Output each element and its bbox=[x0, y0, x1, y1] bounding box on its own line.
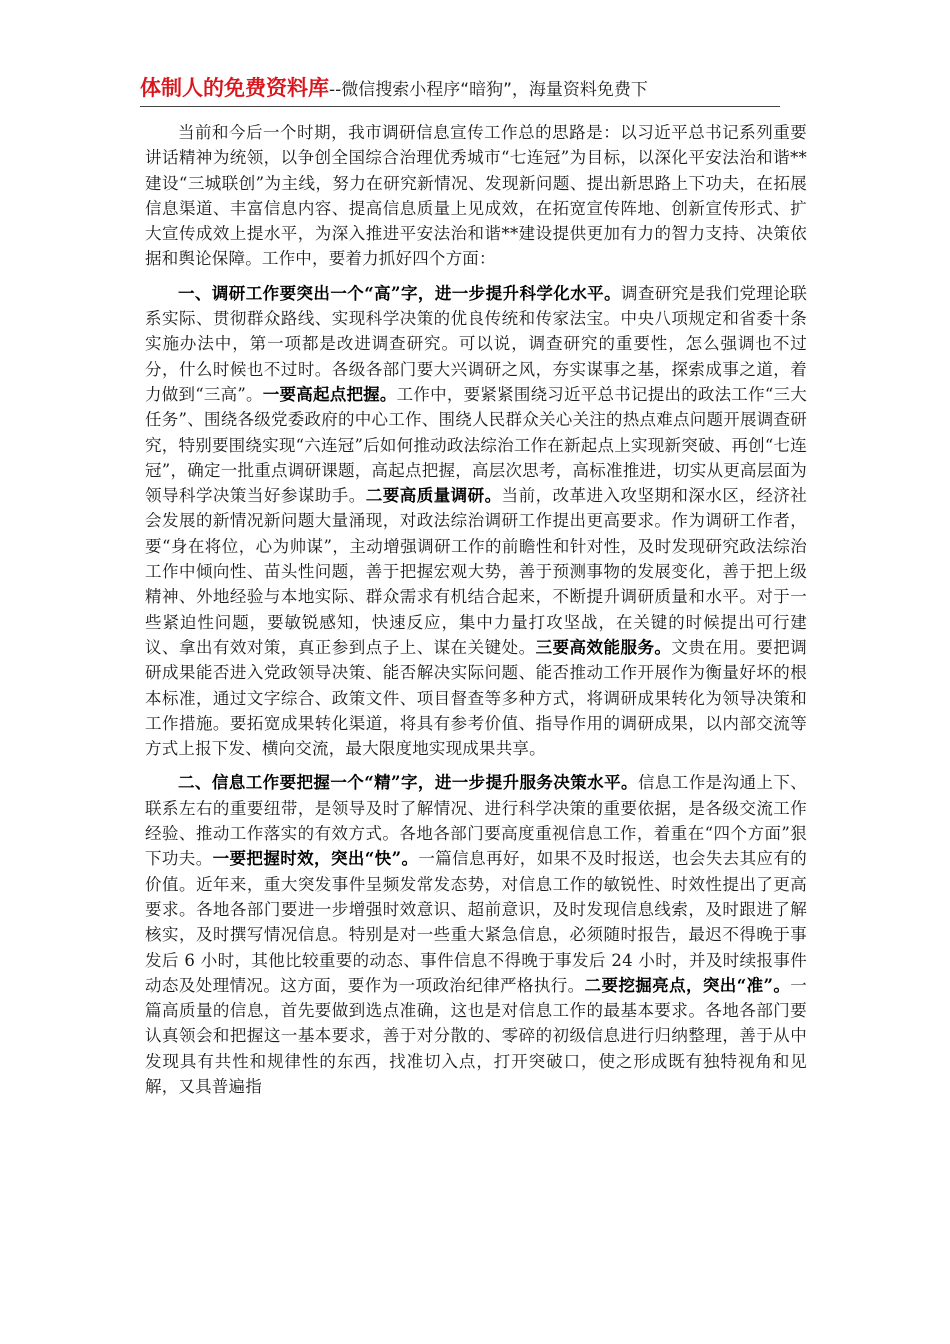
header-brand: 体制人的免费资料库 bbox=[140, 76, 329, 100]
text-run: 一篇高质量的信息，首先要做到选点准确，这也是对信息工作的最基本要求。各地各部门要认真领会和把握这一基本要求，善于对分散的、零碎的初级信息进行归纳整理，善于从中发现具有共性和规律性的东西，找准切入点，打开突破口，使之形成既有独特视角和见解，又具普遍指 bbox=[145, 975, 807, 1096]
section-heading: 一、调研工作要突出一个“高”字，进一步提升科学化水平。 bbox=[178, 283, 622, 303]
text-run: 信息工作是沟通上下、联系左右的重要纽带，是领导及时了解情况、进行科学决策的重要依据，是各级交流工作经验、推动工作落实的有效方式。各地各部门要高度重视信息工作，着重在“四个方面”狠下功夫。 bbox=[145, 773, 807, 869]
text-run: 工作中，要紧紧围绕习近平总书记提出的政法工作“三大任务”、围绕各级党委政府的中心工作、围绕人民群众关心关注的热点难点问题开展调查研究，特别要围绕实现“六连冠”后如何推动政法综治工作在新起点上实现新突破、再创“七连冠”，确定一批重点调研课题，高起点把握，高层次思考，高标准推进，切实从更高层面为领导科学决策当好参谋助手。 bbox=[145, 384, 807, 506]
text-run: 当前，改革进入攻坚期和深水区，经济社会发展的新情况新问题大量涌现，对政法综治调研工作提出更高要求。作为调研工作者，要“身在将位，心为帅谋”，主动增强调研工作的前瞻性和针对性，及时发现研究政法综治工作中倾向性、苗头性问题，善于把握宏观大势，善于预测事物的发展变化，善于把上级精神、外地经验与本地实际、群众需求有机结合起来，不断提升调研质量和水平。对于一些紧迫性问题，要敏锐感知，快速反应，集中力量打攻坚战，在关键的时候提出可行建议、拿出有效对策，真正参到点子上、谋在关键处。 bbox=[145, 486, 807, 657]
text-run: 一篇信息再好，如果不及时报送，也会失去其应有的价值。近年来，重大突发事件呈频发常发态势，对信息工作的敏锐性、时效性提出了更高要求。各地各部门要进一步增强时效意识、超前意识，及时发现信息线索，及时跟进了解核实，及时撰写情况信息。特别是对一些重大紧急信息，必须随时报告，最迟不得晚于事发后 6 小时，其他比较重要的动态、事件信息不得晚于事发后 24 小时，并及时续报事件动态及处理情况。这方面，要作为一项政治纪律严格执行。 bbox=[145, 849, 807, 995]
bold-point: 三要高效能服务。 bbox=[535, 637, 672, 657]
bold-point: 一要高起点把握。 bbox=[262, 384, 397, 404]
document-body bbox=[145, 120, 807, 1108]
page-header bbox=[140, 72, 780, 107]
paragraph-research bbox=[145, 281, 807, 762]
paragraph-information bbox=[145, 770, 807, 1099]
text-run: 当前和今后一个时期，我市调研信息宣传工作总的思路是：以习近平总书记系列重要讲话精神为统领，以争创全国综合治理优秀城市“七连冠”为目标，以深化平安法治和谐**建设“三城联创”为主线，努力在研究新情况、发现新问题、提出新思路上下功夫，在拓展信息渠道、丰富信息内容、提高信息质量上见成效，在拓宽宣传阵地、创新宣传形式、扩大宣传成效上提水平，为深入推进平安法治和谐**建设提供更加有力的智力支持、决策依据和舆论保障。工作中，要着力抓好四个方面： bbox=[145, 123, 807, 269]
text-run: 文贵在用。要把调研成果能否进入党政领导决策、能否解决实际问题、能否推动工作开展作为衡量好坏的根本标准，通过文字综合、政策文件、项目督查等多种方式，将调研成果转化为领导决策和工作措施。要拓宽成果转化渠道，将具有参考价值、指导作用的调研成果，以内部交流等方式上报下发、横向交流，最大限度地实现成果共享。 bbox=[145, 637, 807, 759]
bold-point: 二要高质量调研。 bbox=[365, 486, 502, 506]
bold-point: 一要把握时效，突出“快”。 bbox=[212, 849, 419, 869]
text-run: 调查研究是我们党理论联系实际、贯彻群众路线、实现科学决策的优良传统和传家法宝。中央八项规定和省委十条实施办法中，第一项都是改进调查研究。可以说，调查研究的重要性，怎么强调也不过分，什么时候也不过时。各级各部门要大兴调研之风，夯实谋事之基，探索成事之道，着力做到“三高”。 bbox=[145, 283, 807, 404]
header-tagline: --微信搜索小程序“暗狗”，海量资料免费下 bbox=[329, 80, 648, 100]
paragraph-intro bbox=[145, 120, 807, 272]
section-heading: 二、信息工作要把握一个“精”字，进一步提升服务决策水平。 bbox=[178, 773, 638, 793]
bold-point: 二要挖掘亮点，突出“准”。 bbox=[584, 975, 791, 995]
